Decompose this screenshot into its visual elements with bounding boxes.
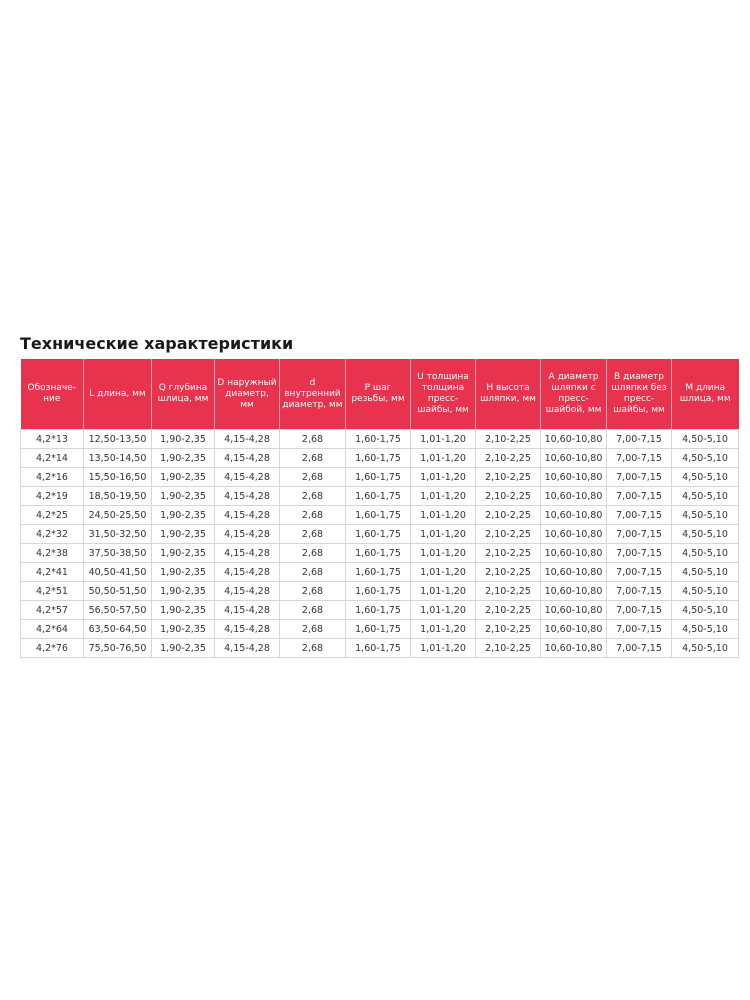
cell-head-diameter-without-washer: 7,00-7,15 [607, 563, 672, 582]
cell-head-diameter-with-washer: 10,60-10,80 [541, 468, 607, 487]
cell-designation: 4,2*64 [21, 620, 84, 639]
cell-slot-length: 4,50-5,10 [672, 487, 739, 506]
cell-head-diameter-without-washer: 7,00-7,15 [607, 430, 672, 449]
cell-designation: 4,2*14 [21, 449, 84, 468]
cell-slot-depth: 1,90-2,35 [152, 449, 215, 468]
cell-inner-diameter: 2,68 [280, 563, 346, 582]
cell-thread-pitch: 1,60-1,75 [346, 487, 411, 506]
cell-slot-depth: 1,90-2,35 [152, 620, 215, 639]
cell-head-height: 2,10-2,25 [476, 506, 541, 525]
cell-slot-depth: 1,90-2,35 [152, 639, 215, 658]
cell-thread-pitch: 1,60-1,75 [346, 430, 411, 449]
table-row [21, 563, 739, 582]
cell-slot-length: 4,50-5,10 [672, 468, 739, 487]
cell-length: 18,50-19,50 [84, 487, 152, 506]
cell-head-height: 2,10-2,25 [476, 620, 541, 639]
cell-outer-diameter: 4,15-4,28 [215, 582, 280, 601]
cell-slot-depth: 1,90-2,35 [152, 506, 215, 525]
cell-slot-depth: 1,90-2,35 [152, 582, 215, 601]
cell-designation: 4,2*41 [21, 563, 84, 582]
cell-slot-length: 4,50-5,10 [672, 601, 739, 620]
cell-inner-diameter: 2,68 [280, 487, 346, 506]
cell-washer-thickness: 1,01-1,20 [411, 639, 476, 658]
cell-inner-diameter: 2,68 [280, 449, 346, 468]
cell-length: 31,50-32,50 [84, 525, 152, 544]
cell-head-height: 2,10-2,25 [476, 601, 541, 620]
cell-head-height: 2,10-2,25 [476, 525, 541, 544]
cell-head-height: 2,10-2,25 [476, 582, 541, 601]
table-row [21, 544, 739, 563]
cell-washer-thickness: 1,01-1,20 [411, 449, 476, 468]
cell-thread-pitch: 1,60-1,75 [346, 582, 411, 601]
cell-head-diameter-without-washer: 7,00-7,15 [607, 449, 672, 468]
cell-inner-diameter: 2,68 [280, 506, 346, 525]
cell-slot-length: 4,50-5,10 [672, 525, 739, 544]
cell-length: 15,50-16,50 [84, 468, 152, 487]
cell-inner-diameter: 2,68 [280, 430, 346, 449]
cell-thread-pitch: 1,60-1,75 [346, 639, 411, 658]
header-head-diameter-without-washer: B диаметр шляпки без пресс-шайбы, мм [607, 359, 672, 430]
cell-head-height: 2,10-2,25 [476, 563, 541, 582]
header-length: L длина, мм [84, 359, 152, 430]
cell-head-diameter-without-washer: 7,00-7,15 [607, 468, 672, 487]
cell-inner-diameter: 2,68 [280, 639, 346, 658]
table-row [21, 487, 739, 506]
table-row [21, 449, 739, 468]
cell-designation: 4,2*51 [21, 582, 84, 601]
cell-head-diameter-with-washer: 10,60-10,80 [541, 639, 607, 658]
cell-slot-length: 4,50-5,10 [672, 582, 739, 601]
cell-slot-depth: 1,90-2,35 [152, 563, 215, 582]
cell-length: 50,50-51,50 [84, 582, 152, 601]
cell-head-diameter-without-washer: 7,00-7,15 [607, 525, 672, 544]
cell-head-diameter-with-washer: 10,60-10,80 [541, 544, 607, 563]
cell-outer-diameter: 4,15-4,28 [215, 620, 280, 639]
cell-slot-length: 4,50-5,10 [672, 449, 739, 468]
cell-head-height: 2,10-2,25 [476, 639, 541, 658]
header-designation: Обозначе-ние [21, 359, 84, 430]
cell-inner-diameter: 2,68 [280, 601, 346, 620]
cell-slot-depth: 1,90-2,35 [152, 544, 215, 563]
cell-head-diameter-with-washer: 10,60-10,80 [541, 601, 607, 620]
cell-slot-depth: 1,90-2,35 [152, 601, 215, 620]
cell-head-diameter-with-washer: 10,60-10,80 [541, 487, 607, 506]
header-row [21, 359, 739, 430]
cell-washer-thickness: 1,01-1,20 [411, 487, 476, 506]
cell-thread-pitch: 1,60-1,75 [346, 449, 411, 468]
cell-head-diameter-without-washer: 7,00-7,15 [607, 582, 672, 601]
cell-thread-pitch: 1,60-1,75 [346, 506, 411, 525]
cell-designation: 4,2*19 [21, 487, 84, 506]
cell-thread-pitch: 1,60-1,75 [346, 601, 411, 620]
cell-inner-diameter: 2,68 [280, 582, 346, 601]
cell-length: 37,50-38,50 [84, 544, 152, 563]
cell-head-diameter-with-washer: 10,60-10,80 [541, 563, 607, 582]
table-row [21, 620, 739, 639]
cell-slot-length: 4,50-5,10 [672, 639, 739, 658]
cell-head-diameter-with-washer: 10,60-10,80 [541, 506, 607, 525]
cell-length: 63,50-64,50 [84, 620, 152, 639]
cell-head-diameter-without-washer: 7,00-7,15 [607, 601, 672, 620]
cell-washer-thickness: 1,01-1,20 [411, 582, 476, 601]
cell-outer-diameter: 4,15-4,28 [215, 449, 280, 468]
cell-head-height: 2,10-2,25 [476, 487, 541, 506]
cell-head-height: 2,10-2,25 [476, 468, 541, 487]
cell-length: 75,50-76,50 [84, 639, 152, 658]
cell-outer-diameter: 4,15-4,28 [215, 639, 280, 658]
cell-length: 40,50-41,50 [84, 563, 152, 582]
cell-head-diameter-without-washer: 7,00-7,15 [607, 639, 672, 658]
cell-washer-thickness: 1,01-1,20 [411, 563, 476, 582]
cell-slot-length: 4,50-5,10 [672, 620, 739, 639]
cell-thread-pitch: 1,60-1,75 [346, 563, 411, 582]
cell-length: 24,50-25,50 [84, 506, 152, 525]
cell-outer-diameter: 4,15-4,28 [215, 468, 280, 487]
cell-slot-depth: 1,90-2,35 [152, 487, 215, 506]
header-head-diameter-with-washer: A диаметр шляпки с пресс-шайбой, мм [541, 359, 607, 430]
cell-head-diameter-without-washer: 7,00-7,15 [607, 487, 672, 506]
cell-designation: 4,2*25 [21, 506, 84, 525]
cell-head-diameter-with-washer: 10,60-10,80 [541, 430, 607, 449]
header-slot-length: M длина шлица, мм [672, 359, 739, 430]
cell-designation: 4,2*76 [21, 639, 84, 658]
cell-head-diameter-with-washer: 10,60-10,80 [541, 449, 607, 468]
header-outer-diameter: D наружный диаметр, мм [215, 359, 280, 430]
cell-designation: 4,2*57 [21, 601, 84, 620]
table-row [21, 506, 739, 525]
cell-washer-thickness: 1,01-1,20 [411, 506, 476, 525]
specs-table [20, 359, 739, 658]
cell-outer-diameter: 4,15-4,28 [215, 601, 280, 620]
cell-head-height: 2,10-2,25 [476, 430, 541, 449]
header-washer-thickness: U толщина толщина пресс-шайбы, мм [411, 359, 476, 430]
cell-slot-depth: 1,90-2,35 [152, 430, 215, 449]
cell-thread-pitch: 1,60-1,75 [346, 544, 411, 563]
cell-length: 13,50-14,50 [84, 449, 152, 468]
cell-washer-thickness: 1,01-1,20 [411, 468, 476, 487]
cell-slot-depth: 1,90-2,35 [152, 468, 215, 487]
cell-designation: 4,2*13 [21, 430, 84, 449]
cell-inner-diameter: 2,68 [280, 544, 346, 563]
table-body [21, 430, 739, 658]
cell-washer-thickness: 1,01-1,20 [411, 620, 476, 639]
cell-head-diameter-without-washer: 7,00-7,15 [607, 544, 672, 563]
cell-outer-diameter: 4,15-4,28 [215, 544, 280, 563]
table-row [21, 430, 739, 449]
cell-washer-thickness: 1,01-1,20 [411, 544, 476, 563]
cell-head-height: 2,10-2,25 [476, 449, 541, 468]
cell-thread-pitch: 1,60-1,75 [346, 620, 411, 639]
table-row [21, 525, 739, 544]
header-thread-pitch: P шаг резьбы, мм [346, 359, 411, 430]
cell-washer-thickness: 1,01-1,20 [411, 430, 476, 449]
cell-head-height: 2,10-2,25 [476, 544, 541, 563]
cell-inner-diameter: 2,68 [280, 468, 346, 487]
table-row [21, 582, 739, 601]
cell-slot-length: 4,50-5,10 [672, 506, 739, 525]
cell-washer-thickness: 1,01-1,20 [411, 601, 476, 620]
header-head-height: H высота шляпки, мм [476, 359, 541, 430]
header-slot-depth: Q глубина шлица, мм [152, 359, 215, 430]
cell-head-diameter-with-washer: 10,60-10,80 [541, 620, 607, 639]
cell-length: 56,50-57,50 [84, 601, 152, 620]
cell-designation: 4,2*38 [21, 544, 84, 563]
cell-outer-diameter: 4,15-4,28 [215, 525, 280, 544]
cell-outer-diameter: 4,15-4,28 [215, 506, 280, 525]
table-row [21, 639, 739, 658]
cell-slot-length: 4,50-5,10 [672, 563, 739, 582]
cell-head-diameter-without-washer: 7,00-7,15 [607, 506, 672, 525]
cell-slot-length: 4,50-5,10 [672, 430, 739, 449]
cell-thread-pitch: 1,60-1,75 [346, 525, 411, 544]
cell-slot-depth: 1,90-2,35 [152, 525, 215, 544]
header-inner-diameter: d внутренний диаметр, мм [280, 359, 346, 430]
cell-designation: 4,2*16 [21, 468, 84, 487]
cell-washer-thickness: 1,01-1,20 [411, 525, 476, 544]
cell-inner-diameter: 2,68 [280, 525, 346, 544]
cell-slot-length: 4,50-5,10 [672, 544, 739, 563]
cell-thread-pitch: 1,60-1,75 [346, 468, 411, 487]
cell-head-diameter-with-washer: 10,60-10,80 [541, 582, 607, 601]
table-header [21, 359, 739, 430]
cell-length: 12,50-13,50 [84, 430, 152, 449]
table-row [21, 601, 739, 620]
table-row [21, 468, 739, 487]
cell-outer-diameter: 4,15-4,28 [215, 430, 280, 449]
page-title: Технические характеристики [20, 334, 294, 353]
cell-outer-diameter: 4,15-4,28 [215, 487, 280, 506]
cell-head-diameter-without-washer: 7,00-7,15 [607, 620, 672, 639]
cell-designation: 4,2*32 [21, 525, 84, 544]
cell-outer-diameter: 4,15-4,28 [215, 563, 280, 582]
cell-inner-diameter: 2,68 [280, 620, 346, 639]
cell-head-diameter-with-washer: 10,60-10,80 [541, 525, 607, 544]
